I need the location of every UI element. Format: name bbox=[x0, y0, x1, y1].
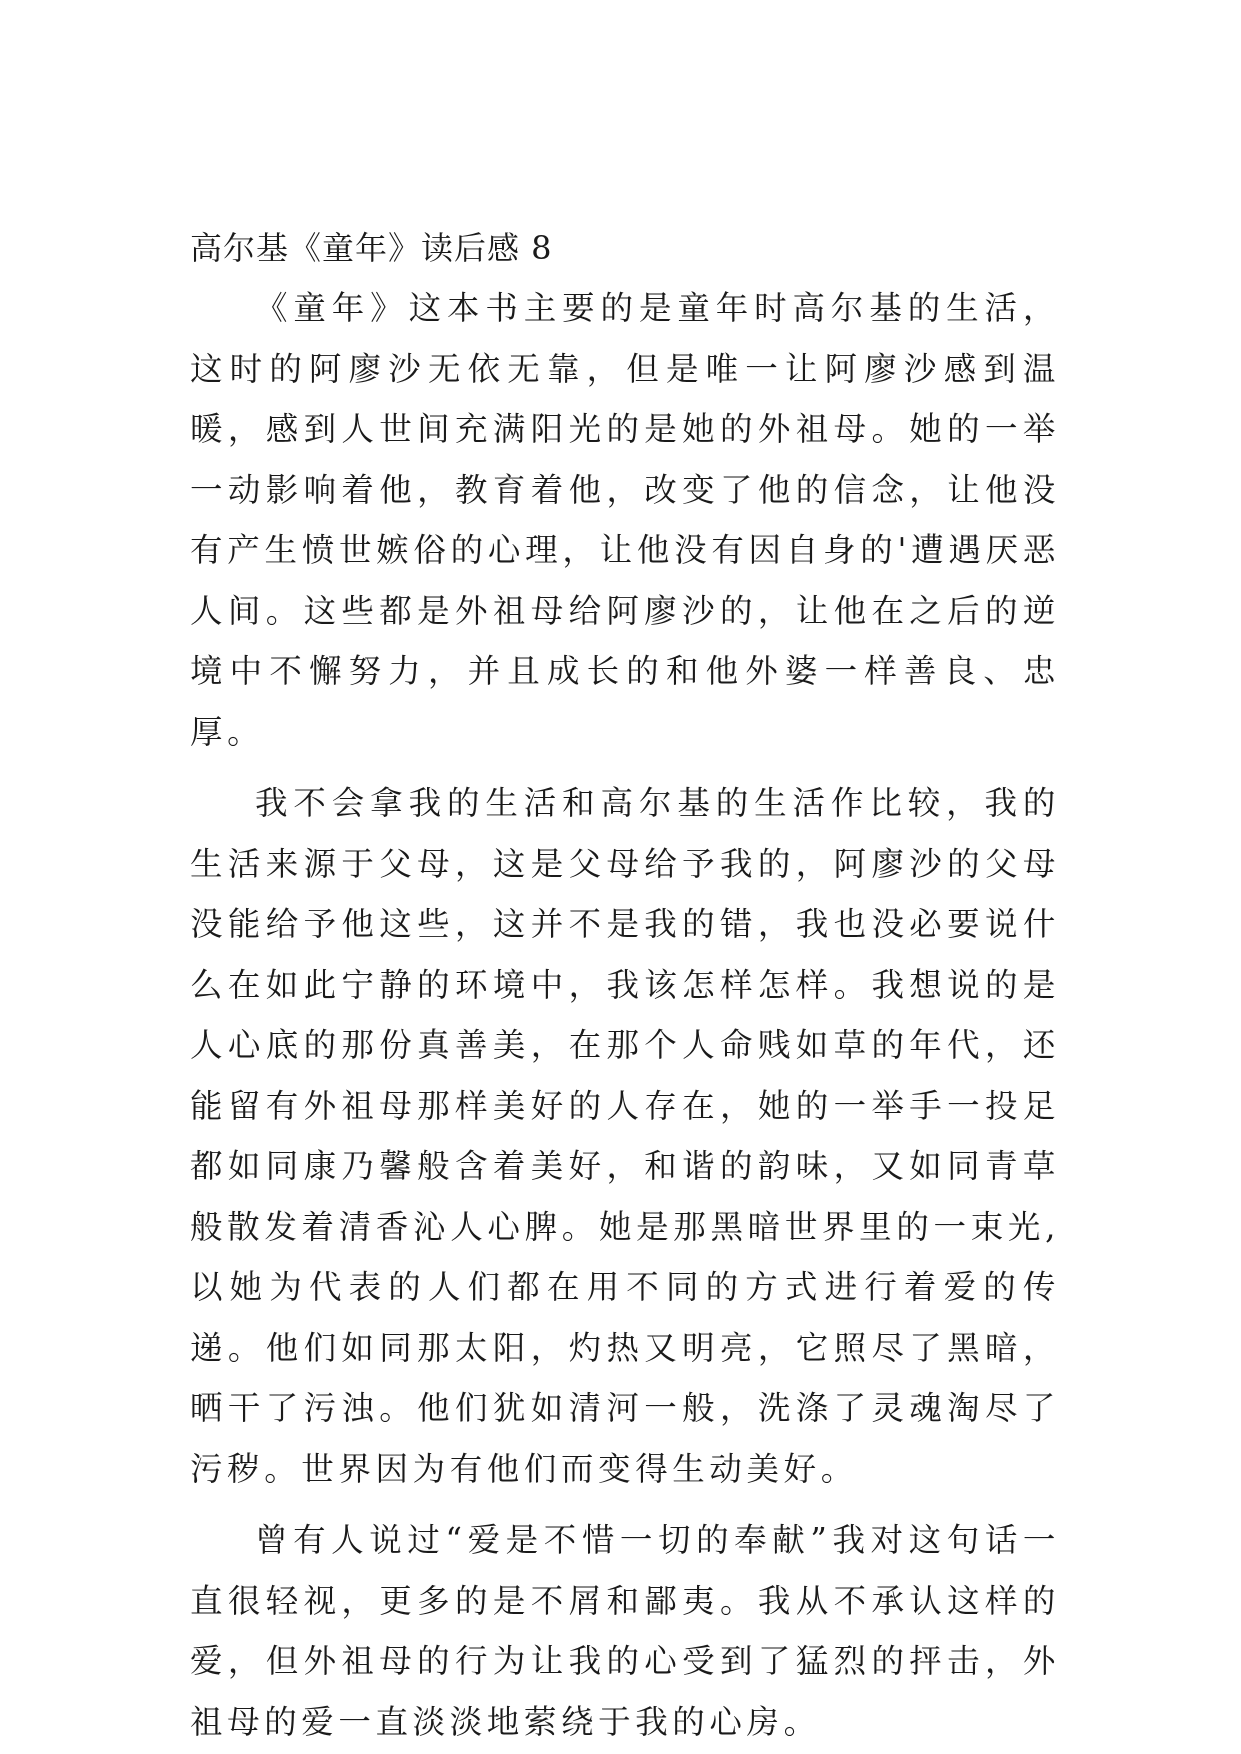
document-title: 高尔基《童年》读后感 8 bbox=[190, 229, 553, 267]
paragraph-3: 曾有人说过“爱是不惜一切的奉献”我对这句话一直很轻视，更多的是不屑和鄙夷。我从不承认这样的爱，但外祖母的行为让我的心受到了猛烈的抨击，外祖母的爱一直淡淡地萦绕于我的心房。 bbox=[190, 1521, 1060, 1741]
paragraph-1: 《童年》这本书主要的是童年时高尔基的生活，这时的阿廖沙无依无靠，但是唯一让阿廖沙感到温暖，感到人世间充满阳光的是她的外祖母。她的一举一动影响着他，教育着他，改变了他的信念，让他没有产生愤世嫉俗的心理，让他没有因自身的'遭遇厌恶人间。这些都是外祖母给阿廖沙的，让他在之后的逆境中不懈努力，并且成长的和他外婆一样善良、忠厚。 bbox=[190, 289, 1060, 751]
paragraph-2: 我不会拿我的生活和高尔基的生活作比较，我的生活来源于父母，这是父母给予我的，阿廖沙的父母没能给予他这些，这并不是我的错，我也没必要说什么在如此宁静的环境中，我该怎样怎样。我想说的是人心底的那份真善美，在那个人命贱如草的年代，还能留有外祖母那样美好的人存在，她的一举手一投足都如同康乃馨般含着美好，和谐的韵味，又如同青草般散发着清香沁人心脾。她是那黑暗世界里的一束光,以她为代表的人们都在用不同的方式进行着爱的传递。他们如同那太阳，灼热又明亮，它照尽了黑暗，晒干了污浊。他们犹如清河一般，洗涤了灵魂淘尽了污秽。世界因为有他们而变得生动美好。 bbox=[190, 784, 1060, 1488]
document-body bbox=[190, 218, 1060, 1752]
